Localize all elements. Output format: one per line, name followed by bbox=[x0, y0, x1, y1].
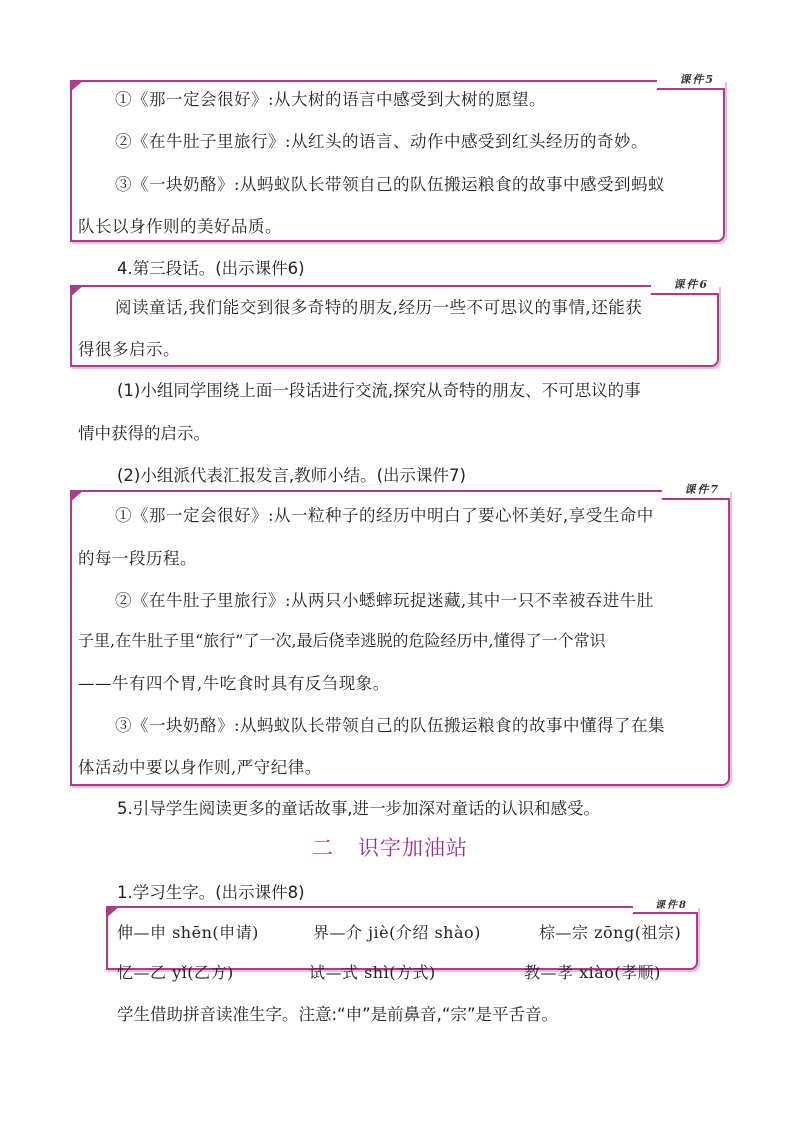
box7-line-4: 子里,在牛肚子里“旅行”了一次,最后侥幸逃脱的危险经历中,懂得了一个常识 bbox=[78, 631, 606, 650]
courseware-8-tag: 课件8 bbox=[633, 900, 698, 914]
courseware-5-tag: 课件5 bbox=[657, 72, 725, 90]
step-4-paragraph: 4.第三段话。(出示课件6) bbox=[117, 259, 305, 278]
learn-characters-paragraph: 1.学习生字。(出示课件8) bbox=[117, 883, 305, 902]
box7-line-7: 体活动中要以身作则,严守纪律。 bbox=[78, 758, 322, 777]
box8-row1-col2: 界—介 jiè(介绍 shào) bbox=[313, 923, 481, 942]
box7-line-3: ②《在牛肚子里旅行》:从两只小蟋蟀玩捉迷藏,其中一只不幸被吞进牛肚 bbox=[115, 591, 654, 610]
box7-line-1: ①《那一定会很好》:从一粒种子的经历中明白了要心怀美好,享受生命中 bbox=[115, 506, 654, 525]
box6-line-1: 阅读童话,我们能交到很多奇特的朋友,经历一些不可思议的事情,还能获 bbox=[115, 298, 643, 317]
section-number: 二 bbox=[312, 836, 334, 860]
box7-line-5: ——牛有四个胃,牛吃食时具有反刍现象。 bbox=[78, 674, 390, 693]
courseware-6-tag: 课件6 bbox=[651, 277, 719, 295]
box8-row1-col3: 棕—宗 zōng(祖宗) bbox=[539, 923, 682, 942]
section-heading bbox=[312, 832, 468, 862]
box8-row1-col1: 伸—申 shēn(申请) bbox=[117, 923, 259, 942]
box8-row2-col1: 忆—乙 yǐ(乙方) bbox=[117, 963, 234, 982]
pronunciation-note: 学生借助拼音读准生字。注意:“申”是前鼻音,“宗”是平舌音。 bbox=[117, 1005, 558, 1024]
box5-line-3: ③《一块奶酪》:从蚂蚁队长带领自己的队伍搬运粮食的故事中感受到蚂蚁 bbox=[115, 175, 666, 194]
box7-line-6: ③《一块奶酪》:从蚂蚁队长带领自己的队伍搬运粮食的故事中懂得了在集 bbox=[115, 716, 666, 735]
box5-line-1: ①《那一定会很好》:从大树的语言中感受到大树的愿望。 bbox=[115, 90, 547, 109]
box7-line-2: 的每一段历程。 bbox=[78, 549, 197, 568]
box8-row2-col3: 教—孝 xiào(孝顺) bbox=[524, 963, 661, 982]
box5-line-4: 队长以身作则的美好品质。 bbox=[78, 217, 282, 236]
section-title: 识字加油站 bbox=[358, 836, 468, 860]
sub-step-2-paragraph: (2)小组派代表汇报发言,教师小结。(出示课件7) bbox=[117, 466, 466, 485]
courseware-7-tag: 课件7 bbox=[662, 482, 730, 500]
step-5-paragraph: 5.引导学生阅读更多的童话故事,进一步加深对童话的认识和感受。 bbox=[117, 799, 600, 818]
box6-line-2: 得很多启示。 bbox=[78, 340, 180, 359]
sub-step-1-line-1: (1)小组同学围绕上面一段话进行交流,探究从奇特的朋友、不可思议的事 bbox=[117, 381, 641, 400]
box8-row2-col2: 试—式 shì(方式) bbox=[309, 963, 436, 982]
box5-line-2: ②《在牛肚子里旅行》:从红头的语言、动作中感受到红头经历的奇妙。 bbox=[115, 132, 649, 151]
sub-step-1-line-2: 情中获得的启示。 bbox=[78, 424, 210, 443]
